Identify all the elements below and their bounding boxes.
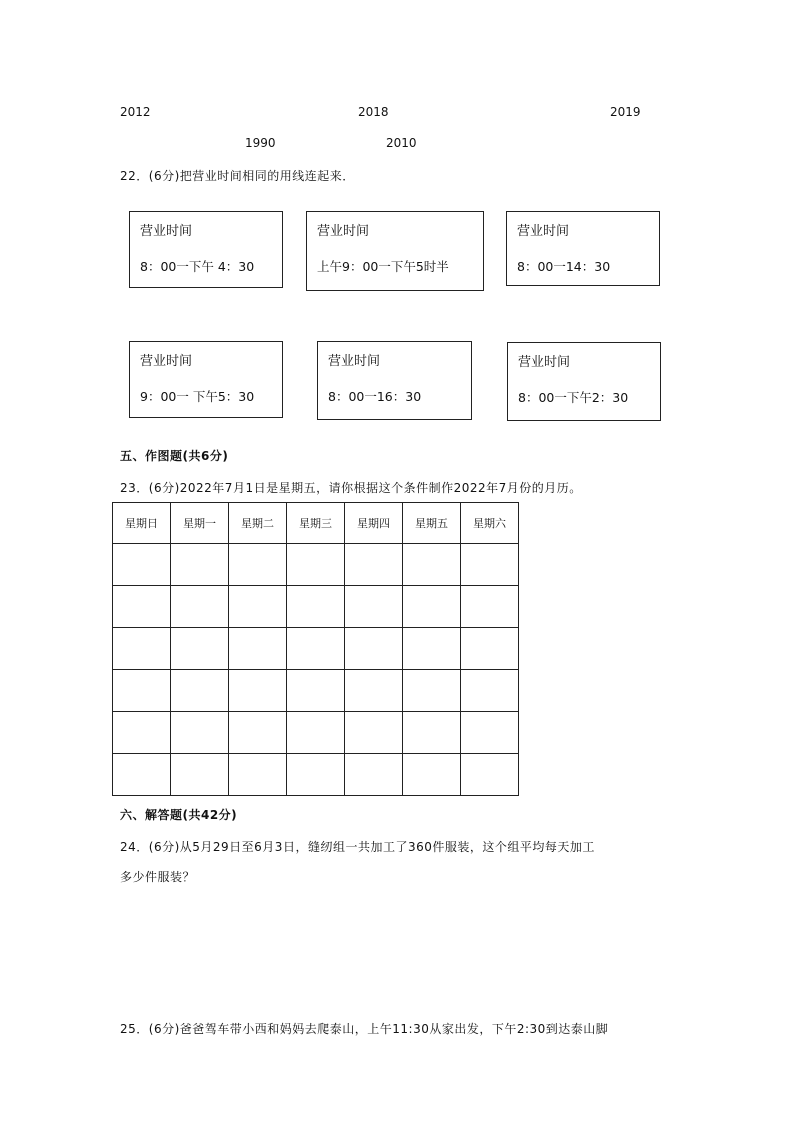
box-time: 8：00一下午 4：30 [140, 259, 255, 274]
calendar-cell[interactable] [345, 754, 403, 796]
box-title: 营业时间 [517, 224, 570, 239]
weekday-header: 星期二 [229, 503, 287, 544]
calendar-cell[interactable] [171, 628, 229, 670]
year-2010: 2010 [386, 136, 417, 150]
year-2018: 2018 [358, 105, 389, 119]
calendar-cell[interactable] [461, 586, 519, 628]
box-title: 营业时间 [328, 354, 381, 369]
calendar-cell[interactable] [403, 586, 461, 628]
business-hours-box [306, 211, 484, 291]
calendar-cell[interactable] [345, 544, 403, 586]
calendar-row [113, 544, 519, 586]
calendar-cell[interactable] [229, 754, 287, 796]
calendar-cell[interactable] [287, 544, 345, 586]
calendar-cell[interactable] [229, 670, 287, 712]
calendar-cell[interactable] [287, 670, 345, 712]
calendar-cell[interactable] [403, 712, 461, 754]
calendar-cell[interactable] [461, 628, 519, 670]
year-2019: 2019 [610, 105, 641, 119]
calendar-cell[interactable] [229, 628, 287, 670]
box-time: 8：00一16：30 [328, 389, 422, 404]
calendar-cell[interactable] [287, 586, 345, 628]
year-1990: 1990 [245, 136, 276, 150]
calendar-row [113, 670, 519, 712]
calendar-cell[interactable] [345, 586, 403, 628]
section-6-heading: 六、解答题(共42分) [120, 808, 238, 822]
business-hours-box [506, 211, 660, 286]
box-time: 上午9：00一下午5时半 [317, 259, 449, 274]
calendar-cell[interactable] [287, 712, 345, 754]
weekday-header: 星期三 [287, 503, 345, 544]
calendar-row [113, 754, 519, 796]
business-hours-box [317, 341, 472, 420]
calendar-row [113, 628, 519, 670]
calendar-cell[interactable] [229, 544, 287, 586]
calendar-cell[interactable] [461, 670, 519, 712]
calendar-cell[interactable] [403, 628, 461, 670]
box-time: 9：00一 下午5：30 [140, 389, 255, 404]
calendar-cell[interactable] [171, 712, 229, 754]
weekday-header: 星期四 [345, 503, 403, 544]
question-23: 23．(6分)2022年7月1日是星期五，请你根据这个条件制作2022年7月份的月历。 [120, 481, 582, 495]
question-25-line-1: 25．(6分)爸爸驾车带小西和妈妈去爬泰山，上午11:30从家出发，下午2:30到达泰山脚 [120, 1022, 609, 1036]
calendar-cell[interactable] [113, 628, 171, 670]
question-24-line-2: 多少件服装？ [120, 870, 196, 884]
calendar-cell[interactable] [113, 544, 171, 586]
box-title: 营业时间 [317, 224, 370, 239]
calendar-row [113, 586, 519, 628]
calendar-cell[interactable] [461, 544, 519, 586]
calendar-cell[interactable] [461, 754, 519, 796]
weekday-header: 星期一 [171, 503, 229, 544]
calendar-cell[interactable] [113, 586, 171, 628]
calendar-cell[interactable] [113, 712, 171, 754]
box-time: 8：00一下午2：30 [518, 390, 629, 405]
calendar-cell[interactable] [345, 628, 403, 670]
question-24-line-1: 24．(6分)从5月29日至6月3日，缝纫组一共加工了360件服装，这个组平均每天加工 [120, 840, 595, 854]
calendar-cell[interactable] [345, 670, 403, 712]
business-hours-box [129, 341, 283, 418]
calendar-cell[interactable] [403, 670, 461, 712]
calendar-row [113, 712, 519, 754]
box-time: 8：00一14：30 [517, 259, 611, 274]
business-hours-box [507, 342, 661, 421]
calendar-cell[interactable] [403, 544, 461, 586]
calendar-cell[interactable] [113, 754, 171, 796]
business-hours-box [129, 211, 283, 288]
section-5-heading: 五、作图题(共6分) [120, 449, 229, 463]
question-22: 22．(6分)把营业时间相同的用线连起来． [120, 169, 355, 183]
calendar-cell[interactable] [461, 712, 519, 754]
calendar-cell[interactable] [171, 754, 229, 796]
box-title: 营业时间 [140, 224, 193, 239]
year-2012: 2012 [120, 105, 151, 119]
calendar-cell[interactable] [287, 754, 345, 796]
calendar-cell[interactable] [287, 628, 345, 670]
box-title: 营业时间 [140, 354, 193, 369]
calendar-cell[interactable] [403, 754, 461, 796]
calendar-cell[interactable] [171, 670, 229, 712]
calendar-cell[interactable] [171, 586, 229, 628]
weekday-header: 星期六 [461, 503, 519, 544]
weekday-header: 星期五 [403, 503, 461, 544]
calendar-cell[interactable] [229, 712, 287, 754]
calendar-header-row [113, 503, 519, 544]
calendar-cell[interactable] [345, 712, 403, 754]
box-title: 营业时间 [518, 355, 571, 370]
weekday-header: 星期日 [113, 503, 171, 544]
calendar-cell[interactable] [171, 544, 229, 586]
calendar-cell[interactable] [229, 586, 287, 628]
calendar-cell[interactable] [113, 670, 171, 712]
calendar-table [112, 502, 519, 796]
